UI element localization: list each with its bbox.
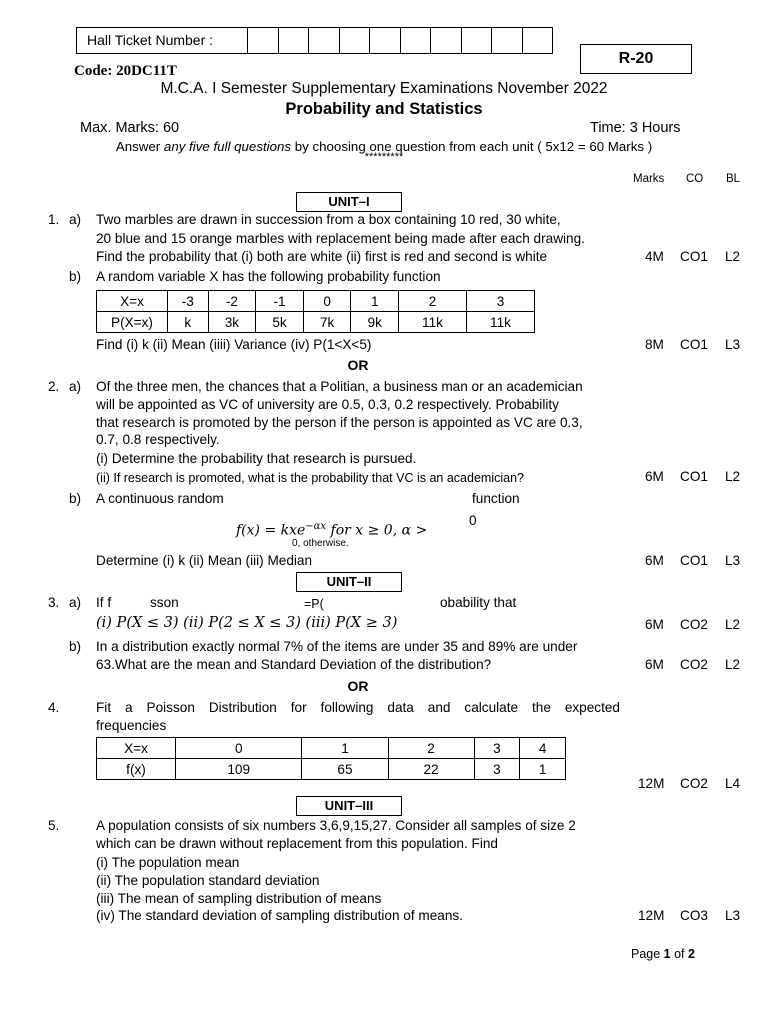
q3a-text-eq: =P( — [304, 597, 324, 611]
bloom-level: L4 — [725, 776, 741, 791]
part-label: a) — [69, 212, 82, 227]
course-outcome: CO3 — [680, 908, 708, 923]
question-number: 4. — [48, 700, 60, 715]
density-formula: f(x) = kxe$^{-\alpha x}$ for x ≥ 0, α > — [236, 521, 428, 539]
table-cell: 4 — [520, 738, 566, 759]
course-outcome: CO1 — [680, 249, 708, 264]
column-header-co: CO — [686, 173, 704, 185]
table-cell: 0 — [303, 291, 351, 312]
q5-line-1: A population consists of six numbers 3,6,9,15,27. Consider all samples of size 2 — [96, 818, 576, 833]
table-cell: 5k — [256, 312, 304, 333]
table-row — [97, 312, 535, 333]
question-number: 5. — [48, 818, 60, 833]
table-cell: 22 — [388, 759, 474, 780]
bloom-level: L2 — [725, 469, 741, 484]
table-cell: 3 — [474, 759, 520, 780]
column-header-marks: Marks — [633, 173, 665, 185]
q4-line-1: Fit a Poisson Distribution for following data and calculate the expected — [96, 700, 620, 715]
table-cell: 11k — [399, 312, 467, 333]
course-outcome: CO2 — [680, 657, 708, 672]
bloom-level: L2 — [725, 617, 741, 632]
q2a-line-3: that research is promoted by the person if the person is appointed as VC are 0.3, — [96, 415, 583, 430]
q2b-find: Determine (i) k (ii) Mean (iii) Median — [96, 553, 313, 568]
column-header-bl: BL — [726, 173, 741, 185]
q5-item-1: (i) The population mean — [96, 855, 240, 870]
table-cell: -2 — [208, 291, 256, 312]
part-label: b) — [69, 639, 82, 654]
q1a-line-2: 20 blue and 15 orange marbles with replacement being made after each drawing. — [96, 231, 585, 246]
marks: 12M — [638, 908, 665, 923]
marks: 12M — [638, 776, 665, 791]
max-marks: Max. Marks: 60 — [80, 120, 180, 136]
probability-table — [96, 290, 535, 333]
q3a-text-end: obability that — [440, 595, 517, 610]
marks: 6M — [645, 617, 664, 632]
frequency-table — [96, 737, 566, 780]
course-outcome: CO1 — [680, 553, 708, 568]
marks: 4M — [645, 249, 664, 264]
instructions: Answer any five full questions by choosing one question from each unit ( 5x12 = 60 Marks ) — [115, 139, 653, 154]
q2b-text-start: A continuous random — [96, 491, 224, 506]
course-outcome: CO1 — [680, 337, 708, 352]
q1b-find: Find (i) k (ii) Mean (iiii) Variance (iv) P(1<X<5) — [96, 337, 372, 352]
q3b-line-1: In a distribution exactly normal 7% of the items are under 35 and 89% are under — [96, 639, 578, 654]
course-outcome: CO2 — [680, 776, 708, 791]
formula-zero: 0 — [469, 513, 477, 528]
unit-1-heading: UNIT–I — [296, 192, 402, 212]
hall-ticket-cell — [462, 28, 493, 53]
bloom-level: L2 — [725, 657, 741, 672]
q3a-text-mid: sson — [150, 595, 179, 610]
q5-line-2: which can be drawn without replacement from this population. Find — [96, 836, 498, 851]
table-cell: 3 — [466, 291, 534, 312]
unit-2-heading: UNIT–II — [296, 572, 402, 592]
hall-ticket-label: Hall Ticket Number : — [77, 28, 248, 53]
q1a-line-3: Find the probability that (i) both are white (ii) first is red and second is white — [96, 249, 548, 264]
marks: 8M — [645, 337, 664, 352]
table-cell: 9k — [351, 312, 399, 333]
hall-ticket-cell — [523, 28, 553, 53]
table-row — [97, 291, 535, 312]
table-row — [97, 738, 566, 759]
table-cell: 2 — [388, 738, 474, 759]
part-label: b) — [69, 269, 82, 284]
table-cell: 1 — [351, 291, 399, 312]
regulation-code-box: R-20 — [580, 44, 692, 74]
table-cell: X=x — [97, 291, 168, 312]
q4-line-2: frequencies — [96, 718, 167, 733]
or-separator: OR — [347, 678, 369, 694]
hall-ticket-cell — [492, 28, 523, 53]
page-number: Page 1 of 2 — [631, 947, 695, 961]
bloom-level: L3 — [725, 553, 741, 568]
q1b-text: A random variable X has the following probability function — [96, 269, 441, 284]
q5-item-4: (iv) The standard deviation of sampling distribution of means. — [96, 908, 463, 923]
table-cell: 109 — [176, 759, 302, 780]
hall-ticket-box — [76, 27, 553, 54]
question-number: 3. — [48, 595, 60, 610]
exam-title: M.C.A. I Semester Supplementary Examinations November 2022 — [160, 80, 608, 97]
bloom-level: L3 — [725, 908, 741, 923]
table-cell: 0 — [176, 738, 302, 759]
subject-title: Probability and Statistics — [285, 100, 483, 118]
table-cell: 65 — [302, 759, 388, 780]
q5-item-2: (ii) The population standard deviation — [96, 873, 320, 888]
table-cell: X=x — [97, 738, 176, 759]
paper-code: Code: 20DC11T — [74, 63, 177, 79]
unit-3-heading: UNIT–III — [296, 796, 402, 816]
marks: 6M — [645, 553, 664, 568]
hall-ticket-cell — [401, 28, 432, 53]
course-outcome: CO1 — [680, 469, 708, 484]
table-cell: f(x) — [97, 759, 176, 780]
q2a-sub-ii: (ii) If research is promoted, what is the probability that VC is an academician? — [96, 471, 524, 485]
table-cell: 2 — [399, 291, 467, 312]
hall-ticket-cell — [340, 28, 371, 53]
bloom-level: L3 — [725, 337, 741, 352]
table-cell: 1 — [520, 759, 566, 780]
marks: 6M — [645, 469, 664, 484]
q1a-line-1: Two marbles are drawn in succession from a box containing 10 red, 30 white, — [96, 212, 561, 227]
q2a-sub-i: (i) Determine the probability that research is pursued. — [96, 451, 417, 466]
table-cell: 3k — [208, 312, 256, 333]
formula-otherwise: 0, otherwise. — [292, 538, 349, 549]
table-cell: 11k — [466, 312, 534, 333]
q2b-text-end: function — [472, 491, 520, 506]
q2a-line-1: Of the three men, the chances that a Politian, a business man or an academician — [96, 379, 583, 394]
part-label: a) — [69, 595, 82, 610]
table-cell: -1 — [256, 291, 304, 312]
exam-time: Time: 3 Hours — [590, 120, 681, 136]
hall-ticket-cell — [248, 28, 279, 53]
marks: 6M — [645, 657, 664, 672]
table-cell: P(X=x) — [97, 312, 168, 333]
table-cell: -3 — [168, 291, 209, 312]
part-label: a) — [69, 379, 82, 394]
table-cell: 1 — [302, 738, 388, 759]
hall-ticket-cell — [279, 28, 310, 53]
q5-item-3: (iii) The mean of sampling distribution of means — [96, 891, 382, 906]
q2a-line-4: 0.7, 0.8 respectively. — [96, 432, 220, 447]
hall-ticket-cell — [370, 28, 401, 53]
hall-ticket-cell — [309, 28, 340, 53]
part-label: b) — [69, 491, 82, 506]
hall-ticket-cell — [431, 28, 462, 53]
question-number: 2. — [48, 379, 60, 394]
q3a-parts: (i) P(X ≤ 3) (ii) P(2 ≤ X ≤ 3) (iii) P(X ≥ 3) — [96, 615, 398, 631]
table-cell: 3 — [474, 738, 520, 759]
separator-stars: ********* — [364, 151, 404, 163]
bloom-level: L2 — [725, 249, 741, 264]
q3a-text-start: If f — [96, 595, 112, 610]
question-number: 1. — [48, 212, 60, 227]
table-row — [97, 759, 566, 780]
q3b-line-2: 63.What are the mean and Standard Deviation of the distribution? — [96, 657, 492, 672]
table-cell: k — [168, 312, 209, 333]
or-separator: OR — [347, 357, 369, 373]
q2a-line-2: will be appointed as VC of university are 0.5, 0.3, 0.2 respectively. Probability — [96, 397, 559, 412]
course-outcome: CO2 — [680, 617, 708, 632]
table-cell: 7k — [303, 312, 351, 333]
